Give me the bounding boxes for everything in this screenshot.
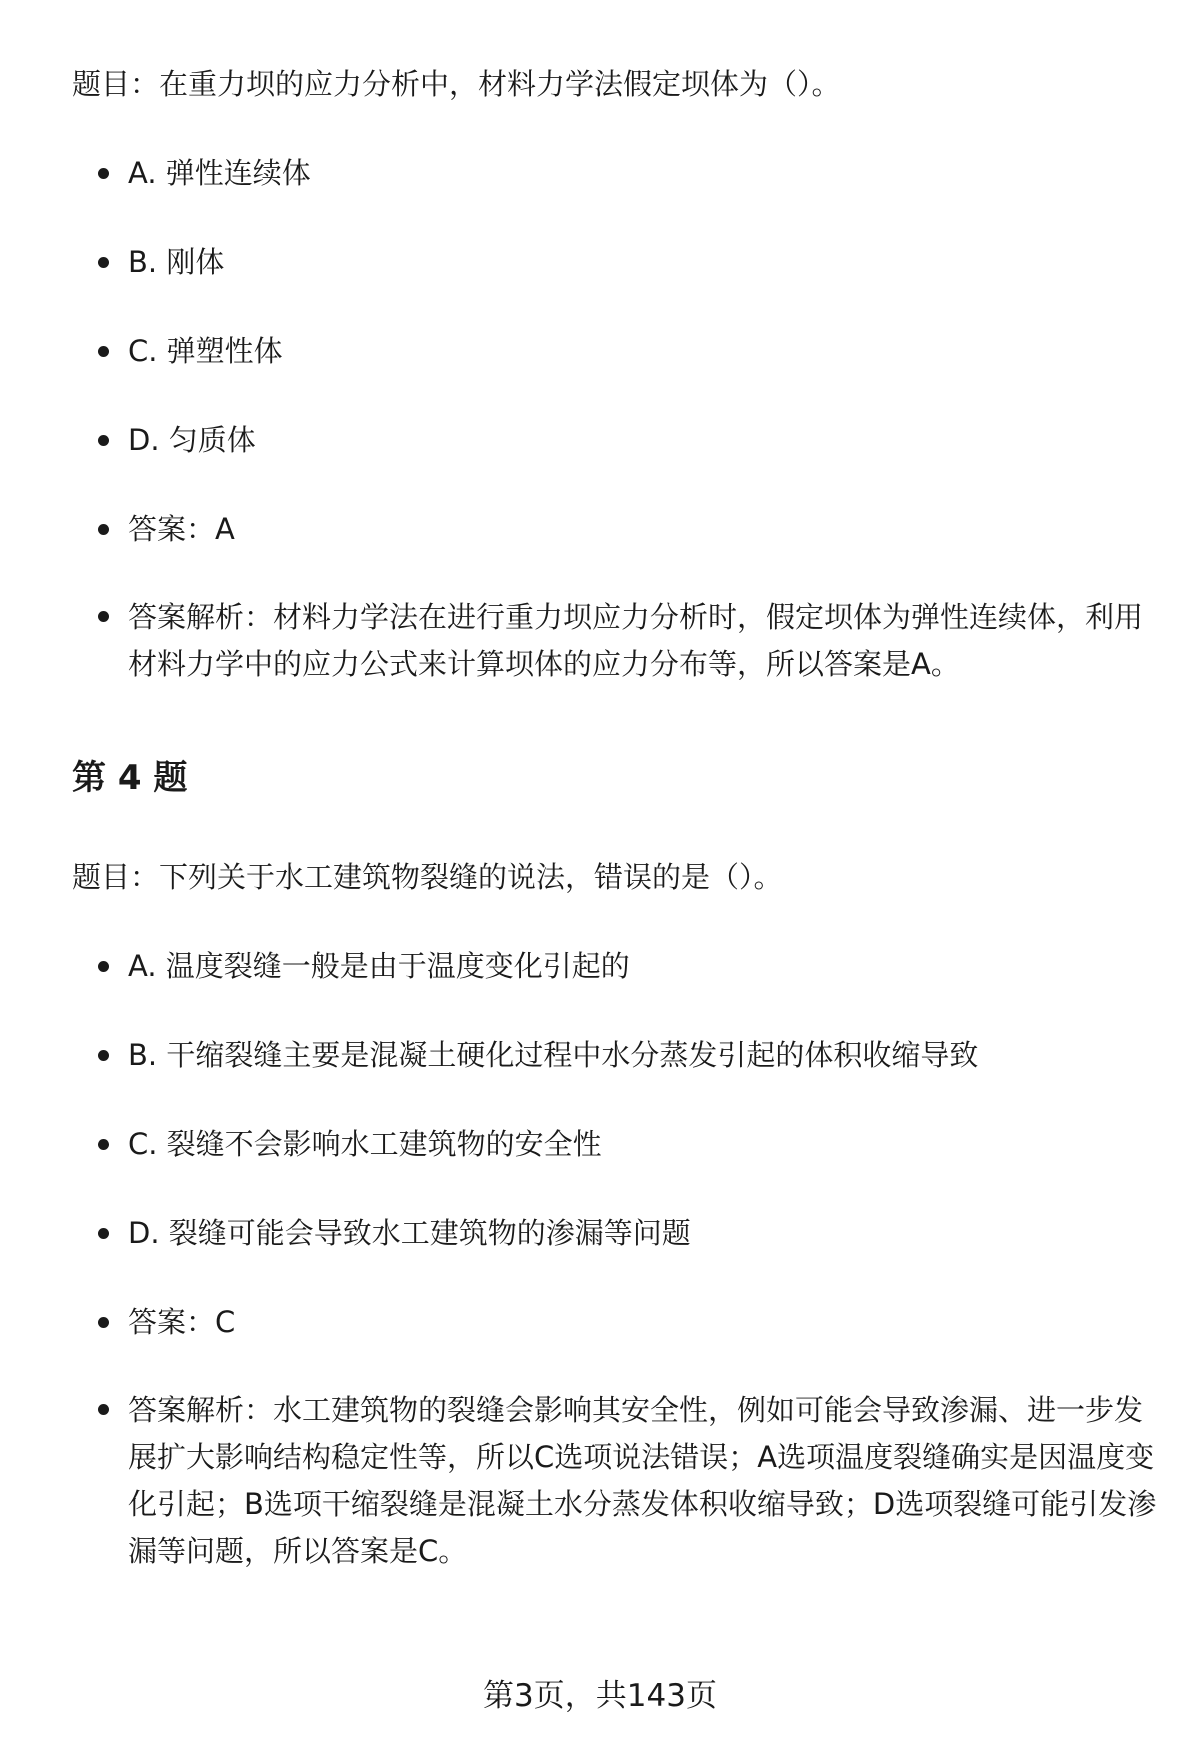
question-4-answer: 答案：C [128,1300,1158,1344]
question-3-option-a: A. 弹性连续体 [128,151,1158,195]
question-4-stem: 题目：下列关于水工建筑物裂缝的说法，错误的是（）。 [72,860,783,894]
question-4-option-b: B. 干缩裂缝主要是混凝土硬化过程中水分蒸发引起的体积收缩导致 [128,1033,1158,1077]
question-4-option-a: A. 温度裂缝一般是由于温度变化引起的 [128,944,1158,988]
question-3-answer: 答案：A [128,507,1158,551]
question-3-explanation: 答案解析：材料力学法在进行重力坝应力分析时，假定坝体为弹性连续体，利用材料力学中的应力公式来计算坝体的应力分布等，所以答案是A。 [128,594,1158,688]
question-4-heading: 第 4 题 [72,758,188,798]
question-4-option-c: C. 裂缝不会影响水工建筑物的安全性 [128,1122,1158,1166]
question-4-explanation: 答案解析：水工建筑物的裂缝会影响其安全性，例如可能会导致渗漏、进一步发展扩大影响结构稳定性等，所以C选项说法错误；A选项温度裂缝确实是因温度变化引起；B选项干缩裂缝是混凝土水分蒸发体积收缩导致；D选项裂缝可能引发渗漏等问题，所以答案是C。 [128,1387,1158,1575]
question-4-option-d: D. 裂缝可能会导致水工建筑物的渗漏等问题 [128,1211,1158,1255]
page-number-footer: 第3页，共143页 [483,1678,717,1714]
question-3-option-c: C. 弹塑性体 [128,329,1158,373]
question-3-stem: 题目：在重力坝的应力分析中，材料力学法假定坝体为（）。 [72,67,841,101]
question-3-option-b: B. 刚体 [128,240,1158,284]
question-3-option-d: D. 匀质体 [128,418,1158,462]
